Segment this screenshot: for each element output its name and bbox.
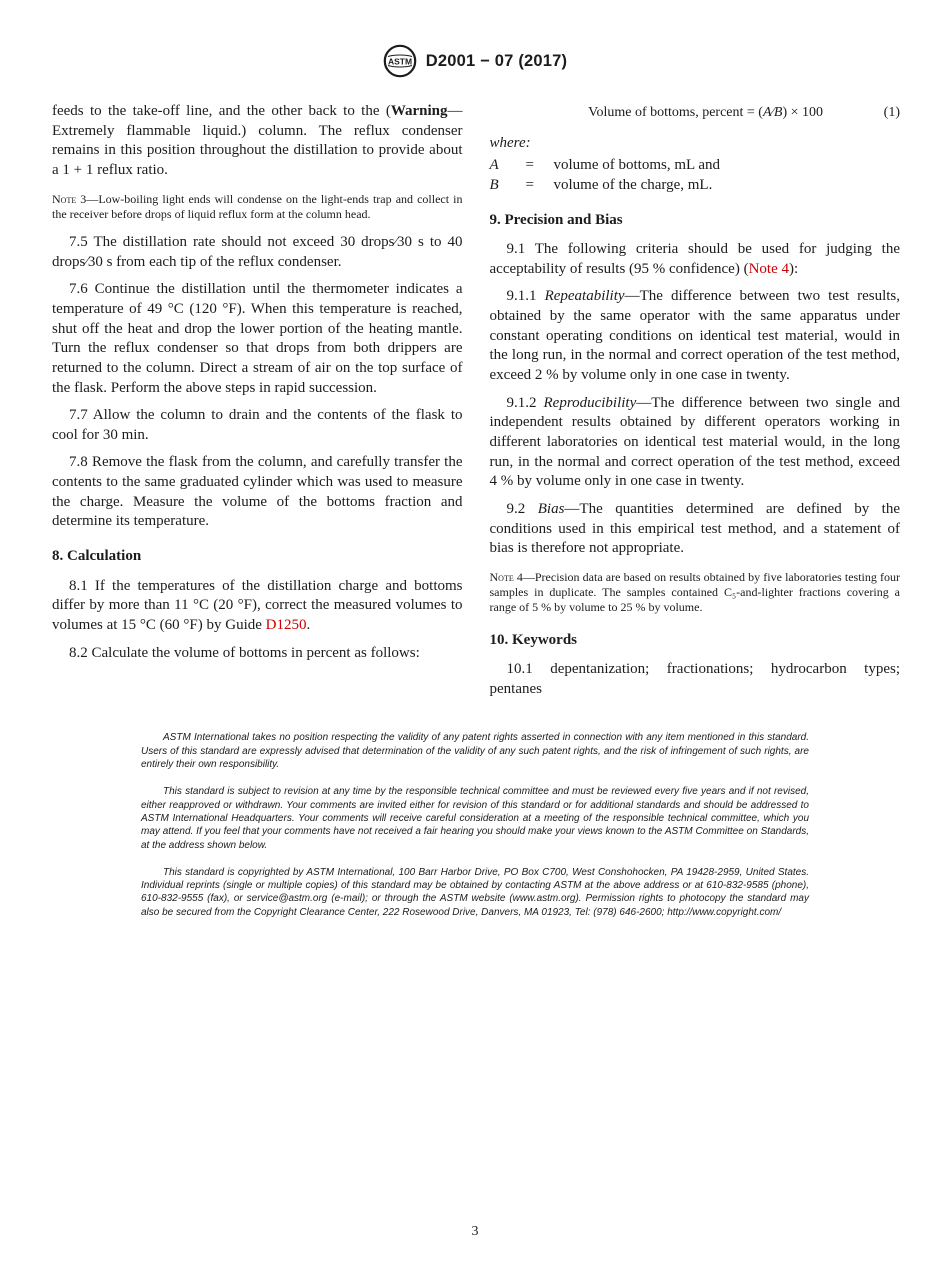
patent-disclaimer: ASTM International takes no position respecting the validity of any patent rights asserted in connection with any item mentioned in this standard. Users of this standard are expressly advised that determination of the validity of any such patent rights, and the risk of infringement of such rights, are entirely their own responsibility. <box>141 732 809 771</box>
equation-variable-b: B <box>773 105 783 120</box>
term-repeatability: Repeatability <box>544 288 625 305</box>
equation-text: Volume of bottoms, percent = ( <box>588 105 763 120</box>
paragraph-number: 9.1.1 <box>506 288 545 305</box>
right-column <box>490 102 901 707</box>
section-heading-calculation: 8. Calculation <box>52 548 142 564</box>
paragraph-number: 9.2 <box>506 500 538 517</box>
document-footer <box>141 731 809 919</box>
definition-equals: = <box>525 156 534 173</box>
definition-variable: B <box>489 176 499 193</box>
definition-text: volume of the charge, mL. <box>553 176 713 193</box>
paragraph-text: —The difference between two single and independent results obtained by different operators working in different laboratories on identical test material would, in the long run, in the normal and correct operation of the test method, exceed 4 % by volume only in one case in twenty. <box>489 394 901 490</box>
paragraph-number: 9.1.2 <box>506 394 544 411</box>
paragraph-9-1-1 <box>490 287 901 385</box>
left-column <box>52 102 463 707</box>
definition-text: volume of bottoms, mL and <box>553 156 721 173</box>
paragraph-text: . <box>306 616 311 633</box>
paragraph-9-2 <box>490 500 901 559</box>
document-header <box>0 0 950 78</box>
equation-variable-a: A <box>762 105 772 120</box>
paragraph-8-1 <box>52 577 463 636</box>
note-label: Note 4— <box>489 569 535 584</box>
copyright-notice: This standard is copyrighted by ASTM International, 100 Barr Harbor Drive, PO Box C700, West Conshohocken, PA 19428-2959, United States. Individual reprints (single or multiple copies) of this standard may be obtained by contacting ASTM at the above address or at 610-832-9585 (phone), 610-832-9555 (fax), or service@astm.org (e-mail); or through the ASTM website (www.astm.org). Permission rights to photocopy the standard may also be secured from the Copyright Clearance Center, 222 Rosewood Drive, Danvers, MA 01923, Tel: (978) 646-2600; http://www.copyright.com/ <box>141 866 809 918</box>
equation-1 <box>490 104 901 122</box>
note-text: Low-boiling light ends will condense on the light-ends trap and collect in the receiver before drops of liquid reflux form at the column head. <box>52 191 463 221</box>
paragraph-text: 9.1 The following criteria should be used for judging the acceptability of results (95 % confidence) ( <box>489 241 900 277</box>
paragraph-9-1 <box>490 240 901 279</box>
term-bias: Bias <box>537 500 565 517</box>
body-columns <box>0 78 950 707</box>
section-heading-precision-bias: 9. Precision and Bias <box>489 211 623 228</box>
link-d1250[interactable]: D1250 <box>265 616 307 633</box>
section-heading-keywords: 10. Keywords <box>489 631 577 648</box>
variable-definitions <box>490 156 901 196</box>
paragraph-7-6: 7.6 Continue the distillation until the thermometer indicates a temperature of 49 °C (120 °F). When this temperature is reached, shut off the heat and drop the lower portion of the heating mantle. Turn the reflux condenser so that drops from both drippers are returned to the column. Direct a stream of air on the top surface of the flask. Perform the above steps in rapid succession. <box>52 281 463 396</box>
page-number: 3 <box>471 1224 479 1239</box>
standard-designation: D2001 − 07 (2017) <box>425 51 568 70</box>
note-text: Precision data are based on results obtained by five laboratories testing four samples in duplicate. The samples contained C₅-and-lighter fractions covering a range of 5 % by volume to 25 % by volume. <box>489 569 901 615</box>
paragraph-text: —Extremely flammable liquid.) column. The reflux condenser remains in this position throughout the distillation to provide about a 1 + 1 reflux ratio. <box>52 103 463 178</box>
term-reproducibility: Reproducibility <box>543 394 637 411</box>
equation-body <box>542 104 823 122</box>
paragraph-text: 8.1 If the temperatures of the distillation charge and bottoms differ by more than 11 °C (20 °F), correct the measured volumes to volumes at 15 °C (60 °F) by Guide <box>52 577 463 633</box>
definition-equals: = <box>525 176 534 193</box>
astm-logo-icon <box>383 44 417 78</box>
paragraph-text: feeds to the take-off line, and the other back to the ( <box>52 103 391 119</box>
link-note-4[interactable]: Note 4 <box>748 260 789 277</box>
paragraph-10-1: 10.1 depentanization; fractionations; hydrocarbon types; pentanes <box>489 661 900 697</box>
paragraph-9-1-2 <box>490 394 901 492</box>
paragraph-text: —The quantities determined are defined by the conditions used in this empirical test method, and a statement of bias is therefore not appropriate. <box>489 500 900 557</box>
paragraph-text: —The difference between two test results, obtained by the same operator with the same apparatus under constant operating conditions on identical test material, would in the long run, in the normal and correct operation of the test method, exceed 2 % by volume only in one case in twenty. <box>489 288 900 384</box>
definition-row-a <box>490 156 901 176</box>
svg-text:ASTM: ASTM <box>387 56 412 67</box>
paragraph-7-7: 7.7 Allow the column to drain and the contents of the flask to cool for 30 min. <box>52 407 463 443</box>
equation-text: ) × 100 <box>782 105 824 120</box>
definition-row-b <box>490 176 901 196</box>
warning-label: Warning <box>390 103 448 119</box>
where-label: where: <box>489 135 531 152</box>
note-3 <box>52 192 463 222</box>
note-label: Note 3— <box>52 191 99 206</box>
equation-number: (1) <box>883 105 900 120</box>
equation-slash: ⁄ <box>771 105 774 120</box>
definition-variable: A <box>489 156 499 173</box>
paragraph-7-8: 7.8 Remove the flask from the column, and carefully transfer the contents to the same graduated cylinder which was used to measure the charge. Measure the volume of the bottoms fraction and determine its temperature. <box>52 454 463 530</box>
note-4 <box>490 570 901 616</box>
paragraph-8-2: 8.2 Calculate the volume of bottoms in percent as follows: <box>69 644 420 661</box>
revision-notice: This standard is subject to revision at any time by the responsible technical committee and must be reviewed every five years and if not revised, either reapproved or withdrawn. Your comments are invited either for revision of this standard or for additional standards and should be addressed to ASTM International Headquarters. Your comments will receive careful consideration at a meeting of the responsible technical committee, which you may attend. If you feel that your comments have not received a fair hearing you should make your views known to the ASTM Committee on Standards, at the address shown below. <box>141 786 809 851</box>
paragraph-reflux-continuation <box>52 102 463 181</box>
paragraph-7-5: 7.5 The distillation rate should not exceed 30 drops⁄30 s to 40 drops⁄30 s from each tip of the reflux condenser. <box>52 234 463 270</box>
paragraph-text: ): <box>788 260 799 277</box>
